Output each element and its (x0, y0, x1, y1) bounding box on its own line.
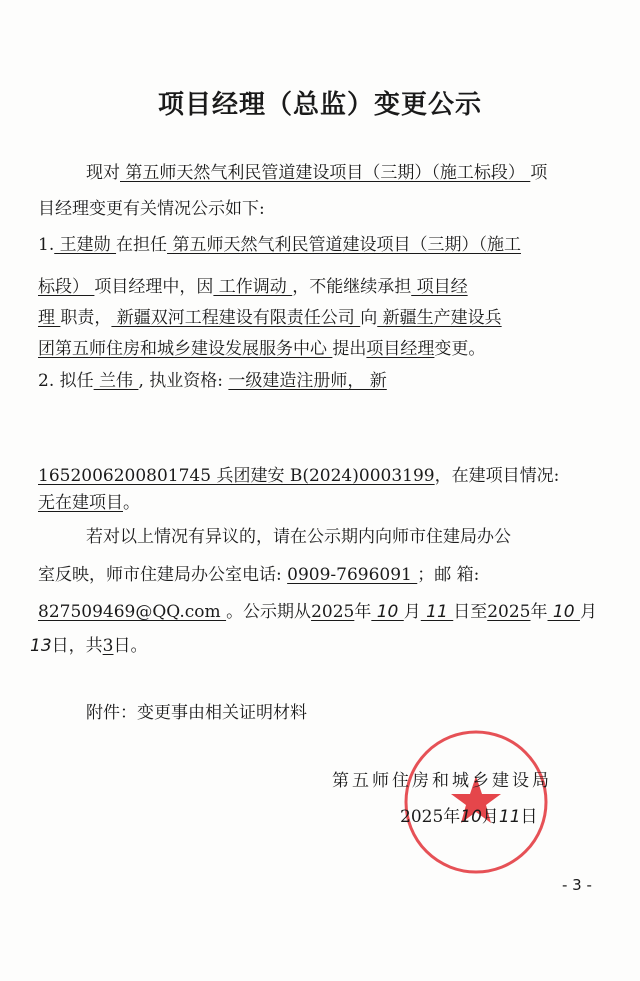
sig-day: 11 (498, 807, 521, 827)
item1-line-2 (38, 276, 468, 298)
page-number: - 3 - (562, 876, 592, 894)
agency-name: 新疆生产建设兵 (377, 308, 502, 328)
item1-line-3 (38, 307, 502, 329)
year-label: 年 (443, 807, 461, 827)
objection-text: 日。 (113, 636, 148, 656)
item1-project: 第五师天然气利民管道建设项目（三期）（施工 (167, 235, 521, 255)
item1-line-4 (38, 338, 485, 360)
year-label: 年 (354, 602, 372, 622)
item2-text: ，在建项目情况: (434, 466, 560, 486)
item1-text: 项目经理中，因 (94, 277, 214, 297)
signature-org: 第五师住房和城乡建设局 (332, 771, 552, 791)
period-days: 3 (102, 636, 114, 656)
intro-suffix: 项 (530, 163, 548, 183)
duty: 项目经 (411, 277, 468, 297)
intro-line-1 (86, 162, 547, 184)
objection-line-1: 若对以上情况有异议的，请在公示期内向师市住建局办公 (86, 527, 511, 547)
intro-prefix: 现对 (86, 163, 120, 183)
start-year: 2025 (311, 602, 355, 622)
month-label: 月 (403, 602, 421, 622)
phone-number: 0909-7696091 (287, 565, 418, 585)
item2-number: 2. 拟任 (38, 371, 94, 391)
item1-text: ，不能继续承担 (292, 277, 412, 297)
duty-cont: 理 (38, 308, 61, 328)
change-type: 项目经理 (366, 339, 435, 359)
month-label: 月 (481, 807, 499, 827)
intro-line-2: 目经理变更有关情况公示如下: (38, 199, 265, 219)
objection-line-2 (38, 564, 479, 586)
end-day: 13 (30, 636, 52, 656)
objection-text: 日，共 (51, 636, 103, 656)
former-manager-name: 王建勋 (54, 235, 117, 255)
item1-line-1 (38, 234, 521, 256)
day-label: 日 (520, 807, 538, 827)
sig-year: 2025 (400, 807, 444, 827)
item2-line-3 (38, 492, 140, 514)
certificate-numbers: 1652006200801745 兵团建安 B(2024)0003199 (38, 466, 435, 486)
start-month: 10 (371, 602, 404, 622)
item1-project-cont: 标段） (38, 277, 95, 297)
project-status: 无在建项目 (38, 493, 123, 513)
change-reason: 工作调动 (213, 277, 293, 297)
attachment-note: 附件：变更事由相关证明材料 (86, 703, 307, 723)
objection-line-3 (38, 601, 597, 623)
item1-text: 职责， (60, 308, 112, 328)
start-day: 11 (420, 602, 454, 622)
signature-date (400, 806, 538, 828)
email-address: 827509469@QQ.com (38, 602, 227, 622)
qualification: 一级建造注册师， 新 (228, 371, 387, 391)
project-name: 第五师天然气利民管道建设项目（三期）（施工标段） (120, 163, 531, 183)
end-year: 2025 (487, 602, 531, 622)
item2-line-1 (38, 370, 387, 392)
year-label: 年 (530, 602, 548, 622)
official-seal (402, 728, 550, 876)
objection-text: 。公示期从 (226, 602, 312, 622)
item1-number: 1. (38, 235, 55, 255)
objection-line-4 (30, 635, 147, 657)
item1-text: 变更。 (434, 339, 486, 359)
item1-text: 提出 (332, 339, 367, 359)
end-month: 10 (547, 602, 580, 622)
sig-month: 10 (460, 807, 482, 827)
objection-text: 室反映，师市住建局办公室电话: (38, 565, 288, 585)
item1-text: 在担任 (116, 235, 168, 255)
objection-text: ；邮 箱: (417, 565, 480, 585)
page-title: 项目经理（总监）变更公示 (157, 90, 482, 120)
month-label: 月 (579, 602, 597, 622)
agency-name-cont: 团第五师住房和城乡建设发展服务中心 (38, 339, 333, 359)
new-manager-name: 兰伟 (93, 371, 139, 391)
item1-text: 向 (360, 308, 378, 328)
item2-text: 。 (123, 493, 140, 513)
objection-text: 日至 (453, 602, 488, 622)
company-name: 新疆双河工程建设有限责任公司 (111, 308, 361, 328)
item2-text: , 执业资格: (138, 371, 229, 391)
item2-line-2 (38, 465, 559, 487)
